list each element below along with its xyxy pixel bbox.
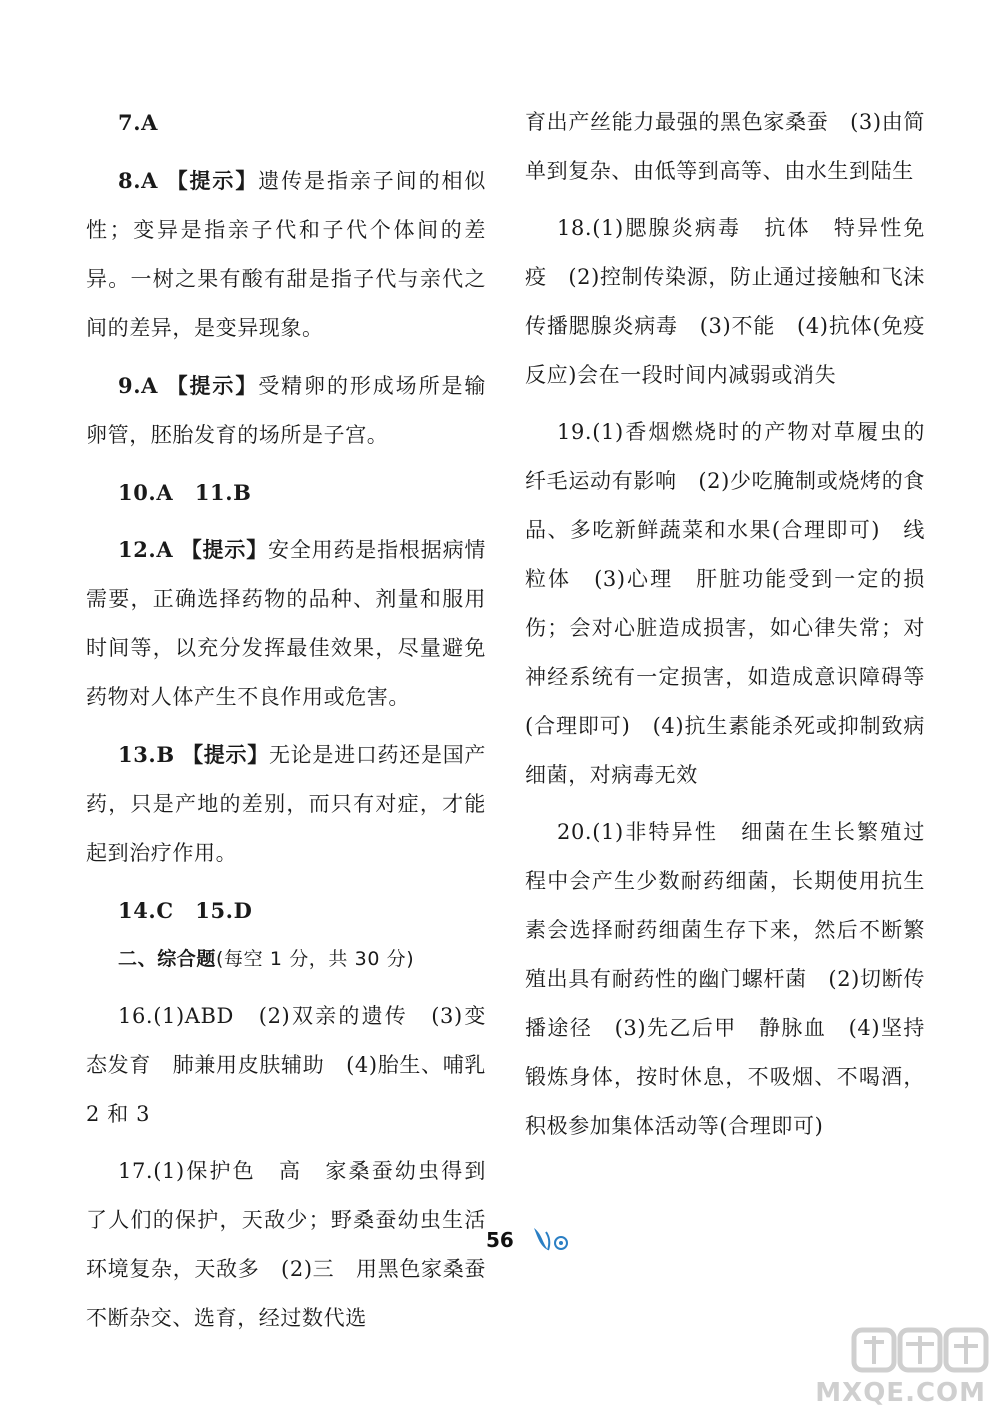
answer-19: 19.(1)香烟燃烧时的产物对草履虫的纤毛运动有影响 (2)少吃腌制或烧烤的食品、多吃新鲜蔬菜和水果(合理即可) 线粒体 (3)心理 肝脏功能受到一定的损伤；会对心脏造成损害，如心律失常；对神经系统有一定损害，如造成意识障碍等(合理即可) (4)抗生素能杀死或抑制致病细菌，对病毒无效	[525, 420, 925, 787]
answer-20: 20.(1)非特异性 细菌在生长繁殖过程中会产生少数耐药细菌，长期使用抗生素会选择耐药细菌生存下来，然后不断繁殖出具有耐药性的幽门螺杆菌 (2)切断传播途径 (3)先乙后甲 静脉血 (4)坚持锻炼身体，按时休息，不吸烟、不喝酒，积极参加集体活动等(合理即可)	[525, 820, 925, 1138]
section-title	[86, 935, 486, 984]
answer-12-number: 12.A	[118, 537, 174, 562]
answer-17: 17.(1)保护色 高 家桑蚕幼虫得到了人们的保护，天敌少；野桑蚕幼虫生活环境复杂，天敌多 (2)三 用黑色家桑蚕不断杂交、选育，经过数代选	[86, 1159, 486, 1330]
answer-13-number: 13.B	[118, 742, 175, 767]
leaf-swirl-icon	[528, 1224, 572, 1258]
answer-9	[86, 361, 486, 460]
answer-12	[86, 525, 486, 722]
answer-8	[86, 156, 486, 353]
answer-13-text: 无论是进口药还是国产药，只是产地的差别，而只有对症，才能起到治疗作用。	[86, 743, 487, 865]
section-title-main: 二、综合题	[118, 948, 217, 970]
answer-9-hint-label: 【提示】	[166, 373, 259, 398]
answer-13	[86, 730, 486, 878]
right-column	[525, 98, 925, 1151]
answer-8-text: 遗传是指亲子间的相似性；变异是指亲子代和子代个体间的差异。一树之果有酸有甜是指子代与亲代之间的差异，是变异现象。	[86, 169, 487, 340]
answer-14-15: 14.C 15.D	[118, 898, 253, 923]
answer-13-hint-label: 【提示】	[182, 742, 269, 767]
answer-8-hint-label: 【提示】	[166, 168, 259, 193]
answer-10-11: 10.A 11.B	[118, 480, 252, 505]
page-number: 56	[486, 1228, 514, 1252]
answer-7	[86, 98, 486, 148]
watermark	[815, 1322, 992, 1410]
answer-12-text: 安全用药是指根据病情需要，正确选择药物的品种、剂量和服用时间等，以充分发挥最佳效果，尽量避免药物对人体产生不良作用或危害。	[86, 538, 486, 709]
answer-12-hint-label: 【提示】	[180, 537, 269, 562]
watermark-text: MXQE.COM	[815, 1378, 986, 1408]
answer-8-number: 8.A	[118, 168, 159, 193]
section-title-scoring: (每空 1 分，共 30 分)	[216, 948, 415, 970]
answer-9-text: 受精卵的形成场所是输卵管，胚胎发育的场所是子宫。	[86, 374, 487, 447]
answer-17-continued: 育出产丝能力最强的黑色家桑蚕 (3)由简单到复杂、由低等到高等、由水生到陆生	[525, 110, 925, 183]
answer-stamp-icon	[842, 1322, 992, 1382]
answer-16: 16.(1)ABD (2)双亲的遗传 (3)变态发育 肺兼用皮肤辅助 (4)胎生、哺乳 2 和 3	[86, 1004, 508, 1126]
answer-18: 18.(1)腮腺炎病毒 抗体 特异性免疫 (2)控制传染源，防止通过接触和飞沫传播腮腺炎病毒 (3)不能 (4)抗体(免疫反应)会在一段时间内减弱或消失	[525, 216, 925, 387]
answer-9-number: 9.A	[118, 373, 159, 398]
answer-7-text: 7.A	[118, 110, 159, 135]
